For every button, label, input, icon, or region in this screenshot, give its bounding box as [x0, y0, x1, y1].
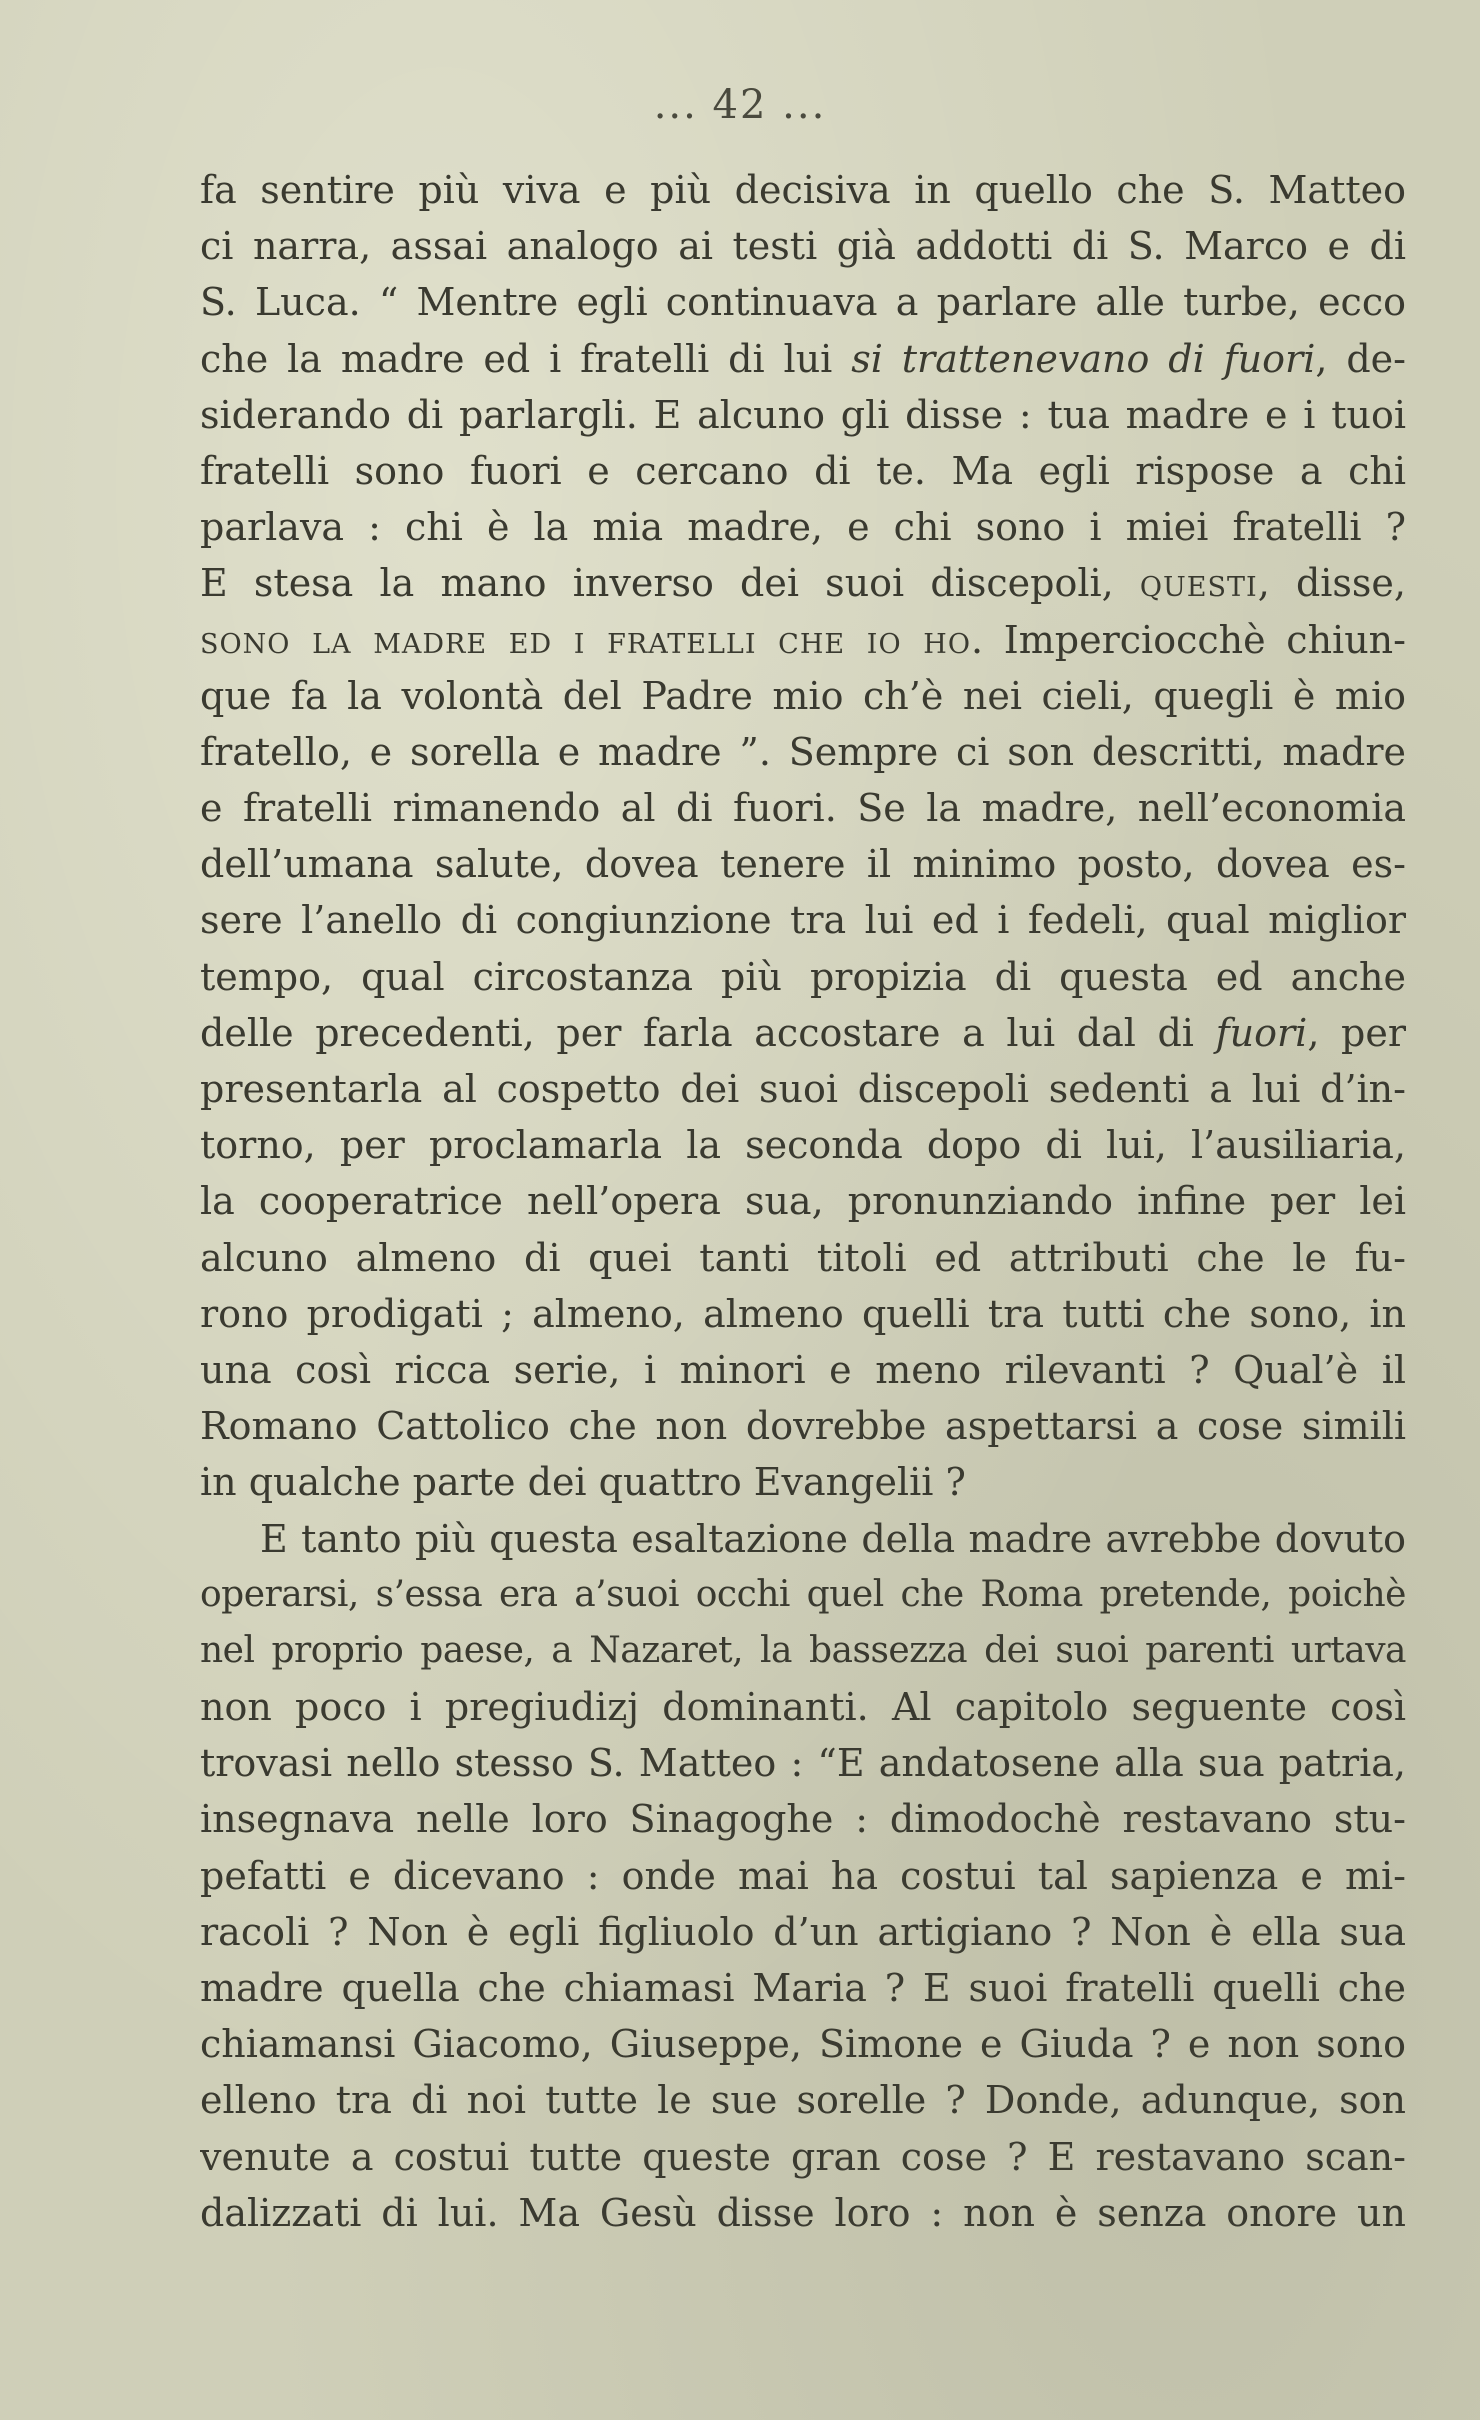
text-line: fa sentire più viva e più decisiva in quello che S. Matteo — [200, 168, 1406, 212]
text-line: Romano Cattolico che non dovrebbe aspettarsi a cose simili — [200, 1404, 1406, 1449]
text-line: ci narra, assai analogo ai testi già addotti di S. Marco e di — [200, 224, 1406, 269]
text-line: una così ricca serie, i minori e meno rilevanti ? Qual’è il — [200, 1347, 1406, 1392]
text-line: non poco i pregiudizj dominanti. Al capitolo seguente così — [200, 1685, 1406, 1730]
text-line: sono la madre ed i fratelli che io ho. Imperciocchè chiun- — [200, 617, 1406, 662]
text-line: che la madre ed i fratelli di lui si trattenevano di fuori, de- — [200, 336, 1406, 381]
text-line: E stesa la mano inverso dei suoi discepoli, questi, disse, — [200, 561, 1406, 606]
text-line: S. Luca. “ Mentre egli continuava a parlare alle turbe, ecco — [200, 280, 1406, 325]
text-line: in qualche parte dei quattro Evangelii ? — [200, 1460, 966, 1505]
text-line: fratello, e sorella e madre ”. Sempre ci son descritti, madre — [200, 729, 1406, 774]
text-line: torno, per proclamarla la seconda dopo di lui, l’ausiliaria, — [200, 1123, 1406, 1168]
text-line: nel proprio paese, a Nazaret, la bassezza dei suoi parenti urtava — [200, 1629, 1406, 1671]
text-line: madre quella che chiamasi Maria ? E suoi fratelli quelli che — [200, 1966, 1406, 2010]
small-caps-phrase: questi — [1139, 561, 1258, 606]
paragraph-1 — [200, 162, 1406, 1511]
text-line: racoli ? Non è egli figliuolo d’un artigiano ? Non è ella sua — [200, 1909, 1406, 1954]
text-line: fratelli sono fuori e cercano di te. Ma egli rispose a chi — [200, 448, 1406, 493]
text-line: siderando di parlargli. E alcuno gli disse : tua madre e i tuoi — [200, 392, 1406, 437]
text-line: operarsi, s’essa era a’suoi occhi quel che Roma pretende, poichè — [200, 1573, 1406, 1615]
text-line: pefatti e dicevano : onde mai ha costui tal sapienza e mi- — [200, 1853, 1406, 1898]
text-line: chiamansi Giacomo, Giuseppe, Simone e Giuda ? e non sono — [200, 2022, 1406, 2067]
text-line: dalizzati di lui. Ma Gesù disse loro : non è senza onore un — [200, 2190, 1406, 2235]
text-line: sere l’anello di congiunzione tra lui ed i fedeli, qual miglior — [200, 898, 1406, 943]
text-line: la cooperatrice nell’opera sua, pronunziando infine per lei — [200, 1179, 1406, 1224]
text-line: que fa la volontà del Padre mio ch’è nei cieli, quegli è mio — [200, 673, 1406, 718]
text-line: trovasi nello stesso S. Matteo : “E andatosene alla sua patria, — [200, 1741, 1406, 1786]
page-number: ... 42 ... — [653, 82, 827, 128]
text-line: e fratelli rimanendo al di fuori. Se la madre, nell’economia — [200, 786, 1406, 831]
text-line: rono prodigati ; almeno, almeno quelli tra tutti che sono, in — [200, 1291, 1406, 1336]
italic-phrase: fuori — [1215, 1010, 1308, 1055]
text-line: insegnava nelle loro Sinagoghe : dimodochè restavano stu- — [200, 1797, 1406, 1842]
text-line: delle precedenti, per farla accostare a lui dal di fuori, per — [200, 1010, 1406, 1055]
text-line: presentarla al cospetto dei suoi discepoli sedenti a lui d’in- — [200, 1067, 1406, 1111]
text-line: dell’umana salute, dovea tenere il minimo posto, dovea es- — [200, 842, 1406, 887]
text-line: alcuno almeno di quei tanti titoli ed attributi che le fu- — [200, 1235, 1406, 1280]
text-line: elleno tra di noi tutte le sue sorelle ? Donde, adunque, son — [200, 2078, 1406, 2123]
italic-phrase: si trattenevano di fuori — [851, 336, 1316, 381]
text-line: tempo, qual circostanza più propizia di questa ed anche — [200, 954, 1406, 999]
text-line: venute a costui tutte queste gran cose ? E restavano scan- — [200, 2134, 1406, 2179]
text-line: parlava : chi è la mia madre, e chi sono i miei fratelli ? — [200, 505, 1406, 550]
small-caps-phrase: sono la madre ed i fratelli che io ho — [200, 617, 971, 662]
text-line: E tanto più questa esaltazione della madre avrebbe dovuto — [260, 1516, 1406, 1561]
paragraph-2 — [200, 1511, 1406, 2241]
body-text — [200, 162, 1406, 2241]
